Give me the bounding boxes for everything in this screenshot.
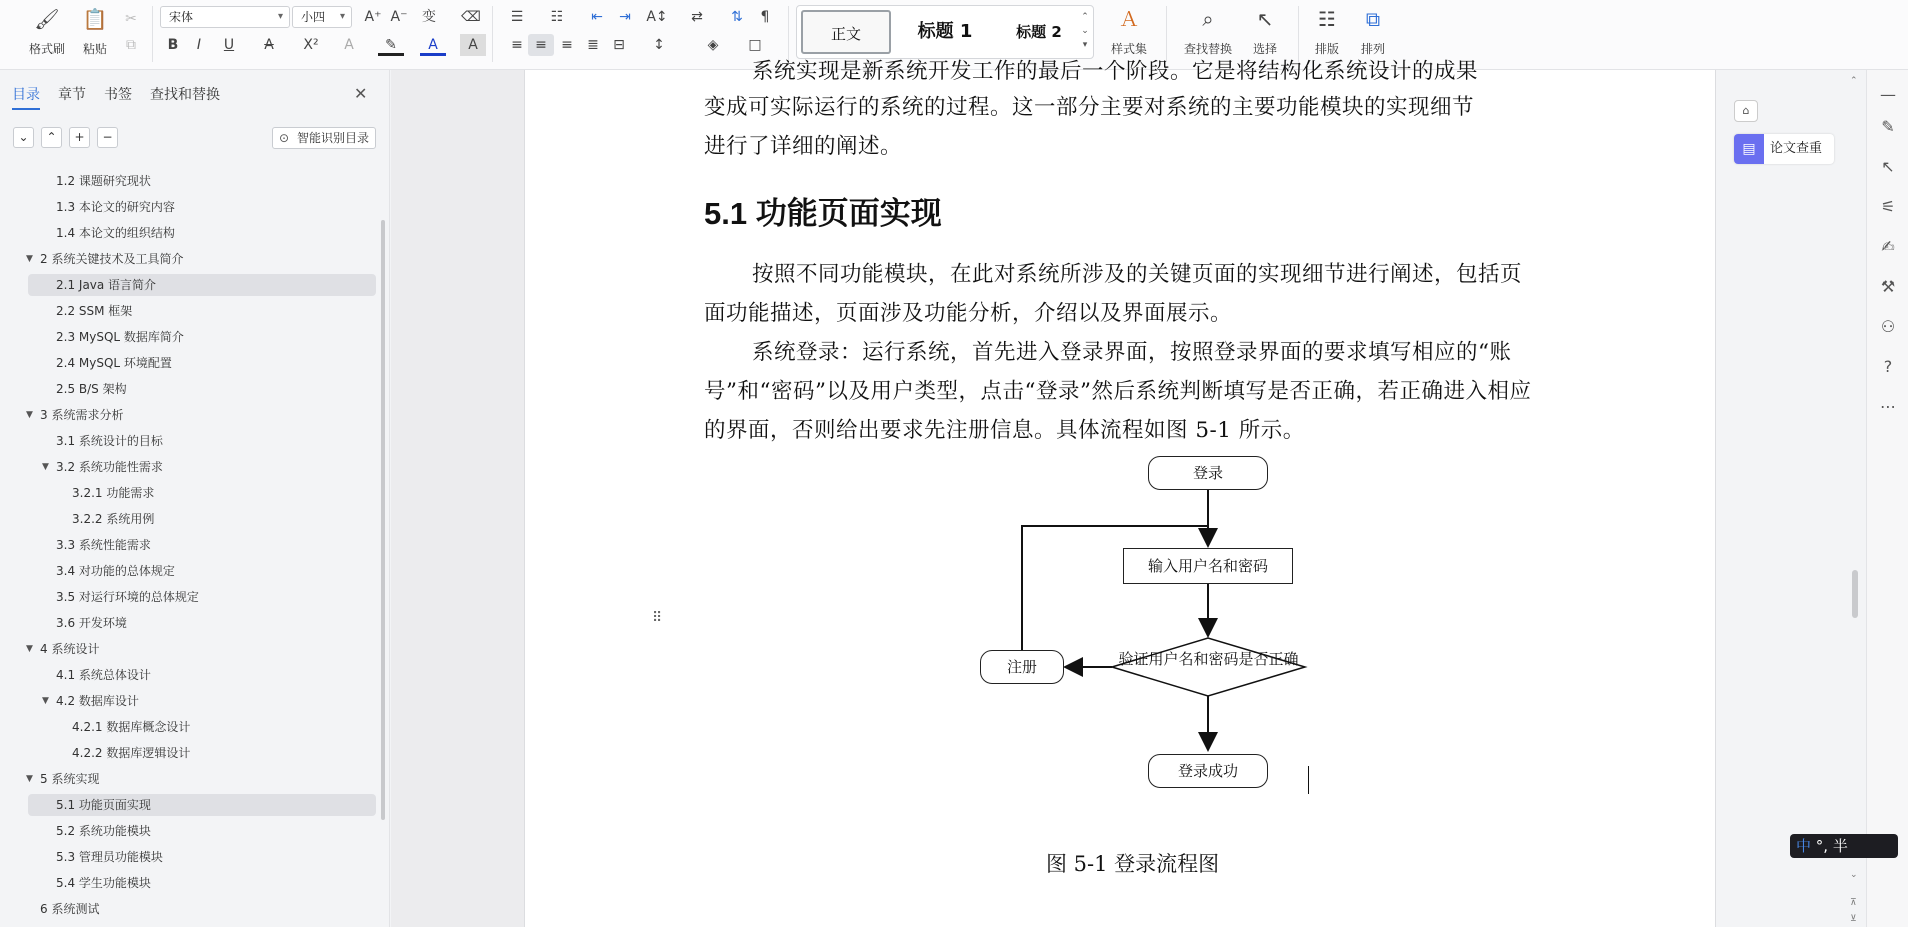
style-set-button[interactable]: Ａ 样式集 — [1104, 6, 1154, 57]
clear-format-icon[interactable]: ⌫ — [461, 9, 481, 25]
navigation-pane — [0, 70, 390, 927]
document-check-icon: ▤ — [1734, 134, 1764, 164]
paste-button[interactable]: 📋 粘贴 — [70, 6, 120, 57]
flow-node-verify: 验证用户名和密码是否正确 — [1118, 650, 1299, 668]
toc-item[interactable] — [28, 872, 376, 894]
toc-item-label: 4.1 系统总体设计 — [56, 668, 151, 682]
toc-item[interactable] — [28, 612, 376, 634]
intro-line-1: 系统实现是新系统开发工作的最后一个阶段。它是将结构化系统设计的成果 — [752, 59, 1479, 84]
expand-toggle-icon[interactable]: ▼ — [42, 696, 49, 706]
figure-caption: 图 5-1 登录流程图 — [1046, 852, 1220, 876]
toc-item-label: 3 系统需求分析 — [40, 408, 124, 422]
toc-item-label: 3.2.1 功能需求 — [72, 486, 155, 500]
clipboard-icon: 📋 — [82, 7, 108, 31]
toc-item-label: 6 系统测试 — [40, 902, 100, 916]
style-heading-2[interactable]: 标题 2 — [1016, 23, 1062, 41]
flow-node-register: 注册 — [980, 650, 1064, 684]
tools-icon[interactable]: ⚒ — [1880, 277, 1896, 296]
cut-icon[interactable]: ✂ — [125, 11, 137, 27]
phonetic-icon[interactable]: 变 — [422, 9, 436, 25]
toc-item[interactable] — [28, 352, 376, 374]
toc-item-label: 2.3 MySQL 数据库简介 — [56, 330, 184, 344]
toc-item-label: 2.2 SSM 框架 — [56, 304, 133, 318]
toc-item[interactable] — [28, 456, 376, 478]
thesis-check-button[interactable]: ▤ 论文查重 — [1734, 134, 1834, 164]
style-set-icon: Ａ — [1119, 7, 1139, 31]
divider — [152, 6, 153, 62]
toc-item[interactable] — [28, 898, 376, 920]
ai-icon: ⊙ — [279, 131, 290, 145]
toc-item-label: 5.3 管理员功能模块 — [56, 850, 163, 864]
next-page-icon[interactable]: ⊻ — [1850, 914, 1857, 924]
expand-toggle-icon[interactable]: ▼ — [42, 462, 49, 472]
divider — [492, 6, 493, 62]
toc-item[interactable] — [28, 794, 376, 816]
cursor-icon[interactable]: ↖ — [1881, 157, 1895, 176]
expand-toggle-icon[interactable]: ▼ — [26, 254, 33, 264]
format-painter-button[interactable]: 🖌 格式刷 — [22, 6, 72, 57]
remove-heading-button[interactable]: − — [97, 127, 118, 148]
gallery-scroll-icon[interactable]: ⌃ ⌄ ▾ — [1081, 12, 1089, 50]
toc-item[interactable] — [28, 664, 376, 686]
layout-button[interactable]: ☷ 排版 — [1302, 6, 1352, 57]
toc-item[interactable] — [28, 846, 376, 868]
brush-icon: 🖌 — [34, 7, 60, 31]
toc-item-label: 3.2.2 系统用例 — [72, 512, 155, 526]
edit-icon[interactable]: ✍ — [1881, 237, 1895, 256]
toc-item[interactable] — [28, 170, 376, 192]
toc-item[interactable] — [28, 248, 376, 270]
convert-icon[interactable]: ⇄ — [691, 9, 703, 25]
toc-item-label: 4.2.2 数据库逻辑设计 — [72, 746, 191, 760]
scroll-up-icon[interactable]: ⌃ — [1850, 76, 1858, 86]
toc-item-label: 3.5 对运行环境的总体规定 — [56, 590, 199, 604]
sort-icon[interactable]: ⇅ — [731, 9, 743, 25]
cursor-icon: ↖ — [1256, 7, 1274, 31]
toc-item[interactable] — [28, 820, 376, 842]
toc-item-label: 2 系统关键技术及工具简介 — [40, 252, 184, 266]
ime-status-bar[interactable]: 中 °, 半 — [1790, 834, 1898, 858]
text-cursor — [1308, 766, 1309, 794]
align-left-icon[interactable]: ≡ — [511, 37, 523, 53]
toc-item[interactable] — [28, 222, 376, 244]
toc-item[interactable] — [28, 274, 376, 296]
scroll-down-icon[interactable]: ⌄ — [1850, 870, 1858, 880]
adjust-icon[interactable]: ⚟ — [1880, 197, 1896, 216]
toc-item-label: 4.2.1 数据库概念设计 — [72, 720, 191, 734]
tab-chapters[interactable]: 章节 — [58, 87, 86, 103]
toc-item[interactable] — [28, 326, 376, 348]
toc-item-label: 1.2 课题研究现状 — [56, 174, 151, 188]
flow-node-input: 输入用户名和密码 — [1123, 548, 1293, 584]
style-heading-1[interactable]: 标题 1 — [917, 21, 973, 42]
bullet-list-icon[interactable]: ☰ — [510, 9, 524, 25]
highlight-color-icon[interactable]: ✎ — [378, 34, 404, 56]
intro-line-3: 进行了详细的阐述。 — [704, 134, 903, 159]
bold-button[interactable]: B — [167, 37, 179, 53]
select-button[interactable]: ↖ 选择 — [1240, 6, 1290, 57]
strikethrough-button[interactable]: A — [264, 37, 274, 53]
font-size-select[interactable]: 小四 ▾ — [292, 6, 352, 28]
toc-item-label: 3.2 系统功能性需求 — [56, 460, 163, 474]
ime-mode: 中 — [1796, 837, 1812, 855]
more-icon[interactable]: ⋯ — [1880, 397, 1896, 416]
toc-item[interactable] — [28, 482, 376, 504]
toc-item[interactable] — [28, 586, 376, 608]
toc-item-label: 5 系统实现 — [40, 772, 100, 786]
collapse-all-button[interactable]: ⌄ — [13, 127, 34, 148]
toc-item-label: 2.5 B/S 架构 — [56, 382, 127, 396]
intro-line-2: 变成可实际运行的系统的过程。这一部分主要对系统的主要功能模块的实现细节 — [704, 95, 1475, 120]
border-icon[interactable]: □ — [748, 37, 762, 53]
add-heading-button[interactable]: + — [69, 127, 90, 148]
toc-item[interactable] — [28, 638, 376, 660]
italic-button[interactable]: I — [196, 37, 202, 53]
help-icon[interactable]: ? — [1883, 357, 1893, 376]
section-heading: 5.1 功能页面实现 — [704, 196, 942, 231]
toc-item[interactable] — [28, 690, 376, 712]
chevron-down-icon: ▾ — [339, 11, 345, 22]
grow-font-icon[interactable]: A⁺ — [364, 9, 382, 25]
scroll-thumb[interactable] — [1852, 570, 1858, 618]
arrange-icon: ⧉ — [1365, 7, 1381, 31]
copy-icon[interactable]: ⧉ — [126, 37, 136, 53]
toc-item-label: 1.4 本论文的组织结构 — [56, 226, 175, 240]
text-effect-icon[interactable]: A — [344, 37, 354, 53]
body-paragraph-1: 按照不同功能模块，在此对系统所涉及的关键页面的实现细节进行阐述，包括页面功能描述，页面涉及功能分析，介绍以及界面展示。 — [704, 262, 1523, 326]
toc-item-label: 3.3 系统性能需求 — [56, 538, 151, 552]
flowchart-connectors — [975, 452, 1325, 798]
toc-item-label: 1.3 本论文的研究内容 — [56, 200, 175, 214]
align-right-icon[interactable]: ≡ — [561, 37, 573, 53]
collapse-panel-button[interactable]: ⌂ — [1734, 100, 1758, 122]
document-scrollbar[interactable] — [1848, 70, 1862, 927]
align-center-icon[interactable]: ≡ — [528, 34, 554, 56]
toc-item-label: 2.1 Java 语言简介 — [56, 278, 157, 292]
numbered-list-icon[interactable]: ☷ — [550, 9, 564, 25]
tab-toc[interactable]: 目录 — [12, 84, 40, 104]
flow-node-login: 登录 — [1148, 456, 1268, 490]
increase-indent-icon[interactable]: ⇥ — [619, 9, 631, 25]
toc-item-label: 5.1 功能页面实现 — [56, 798, 151, 812]
toc-item[interactable] — [28, 742, 376, 764]
prev-page-icon[interactable]: ⊼ — [1850, 898, 1857, 908]
toc-item[interactable] — [28, 534, 376, 556]
toc-item[interactable] — [28, 300, 376, 322]
right-panel — [1716, 70, 1866, 927]
toc-item[interactable] — [28, 378, 376, 400]
smart-toc-button[interactable]: ⊙ 智能识别目录 — [272, 127, 376, 149]
expand-toggle-icon[interactable]: ▼ — [26, 644, 33, 654]
toc-item-label: 3.4 对功能的总体规定 — [56, 564, 175, 578]
minus-icon[interactable]: — — [1880, 85, 1896, 104]
nav-scrollbar[interactable] — [381, 220, 385, 820]
search-icon: ⌕ — [1202, 7, 1214, 31]
tool-sidebar — [1866, 70, 1908, 927]
toc-item-label: 5.2 系统功能模块 — [56, 824, 151, 838]
toc-item[interactable] — [28, 508, 376, 530]
style-gallery — [796, 5, 1094, 59]
font-name-select[interactable]: 宋体 ▾ — [160, 6, 290, 28]
shirt-icon[interactable]: ⚇ — [1880, 317, 1896, 336]
toc-item-label: 3.1 系统设计的目标 — [56, 434, 163, 448]
decrease-indent-icon[interactable]: ⇤ — [591, 9, 603, 25]
tab-find-replace[interactable]: 查找和替换 — [150, 87, 220, 103]
justify-icon[interactable]: ≣ — [587, 37, 599, 53]
char-shading-icon[interactable]: A — [460, 34, 486, 56]
toc-item[interactable] — [28, 560, 376, 582]
expand-toggle-icon[interactable]: ▼ — [26, 410, 33, 420]
line-spacing-icon[interactable]: ↕ — [653, 37, 665, 53]
arrange-button[interactable]: ⧉ 排列 — [1348, 6, 1398, 57]
font-color-icon[interactable]: A — [420, 34, 446, 56]
toc-item[interactable] — [28, 768, 376, 790]
toc-item-label: 2.4 MySQL 环境配置 — [56, 356, 172, 370]
toc-item[interactable] — [28, 716, 376, 738]
toc-item[interactable] — [28, 404, 376, 426]
flow-node-success: 登录成功 — [1148, 754, 1268, 788]
toc-item-label: 3.6 开发环境 — [56, 616, 127, 630]
move-up-button[interactable]: ⌃ — [41, 127, 62, 148]
toc-item-label: 4 系统设计 — [40, 642, 100, 656]
layout-icon: ☷ — [1318, 7, 1336, 31]
text-direction-icon[interactable]: A↕ — [646, 9, 668, 25]
toc-item-label: 5.4 学生功能模块 — [56, 876, 151, 890]
drag-handle-icon[interactable]: ⠿ — [652, 610, 663, 626]
superscript-button[interactable]: X² — [303, 37, 319, 53]
toc-item[interactable] — [28, 196, 376, 218]
underline-button[interactable]: U — [223, 37, 235, 53]
pen-icon[interactable]: ✎ — [1881, 117, 1895, 136]
toc-item-label: 4.2 数据库设计 — [56, 694, 139, 708]
body-paragraph-2: 系统登录：运行系统，首先进入登录界面，按照登录界面的要求填写相应的“账号”和“密码”以及用户类型，点击“登录”然后系统判断填写是否正确，若正确进入相应的界面，否则给出要求先注册信息。具体流程如图 5-1 所示。 — [704, 340, 1532, 443]
toc-item[interactable] — [28, 430, 376, 452]
tab-bookmarks[interactable]: 书签 — [104, 87, 132, 103]
chevron-down-icon: ▾ — [277, 11, 283, 22]
style-normal[interactable]: 正文 — [801, 10, 891, 54]
login-flowchart — [975, 452, 1325, 798]
distribute-icon[interactable]: ⊟ — [613, 37, 625, 53]
close-icon[interactable]: ✕ — [354, 84, 368, 103]
expand-toggle-icon[interactable]: ▼ — [26, 774, 33, 784]
shrink-font-icon[interactable]: A⁻ — [390, 9, 408, 25]
show-marks-icon[interactable]: ¶ — [760, 9, 770, 25]
find-replace-button[interactable]: ⌕ 查找替换 — [1180, 6, 1236, 57]
shading-icon[interactable]: ◈ — [707, 37, 719, 53]
